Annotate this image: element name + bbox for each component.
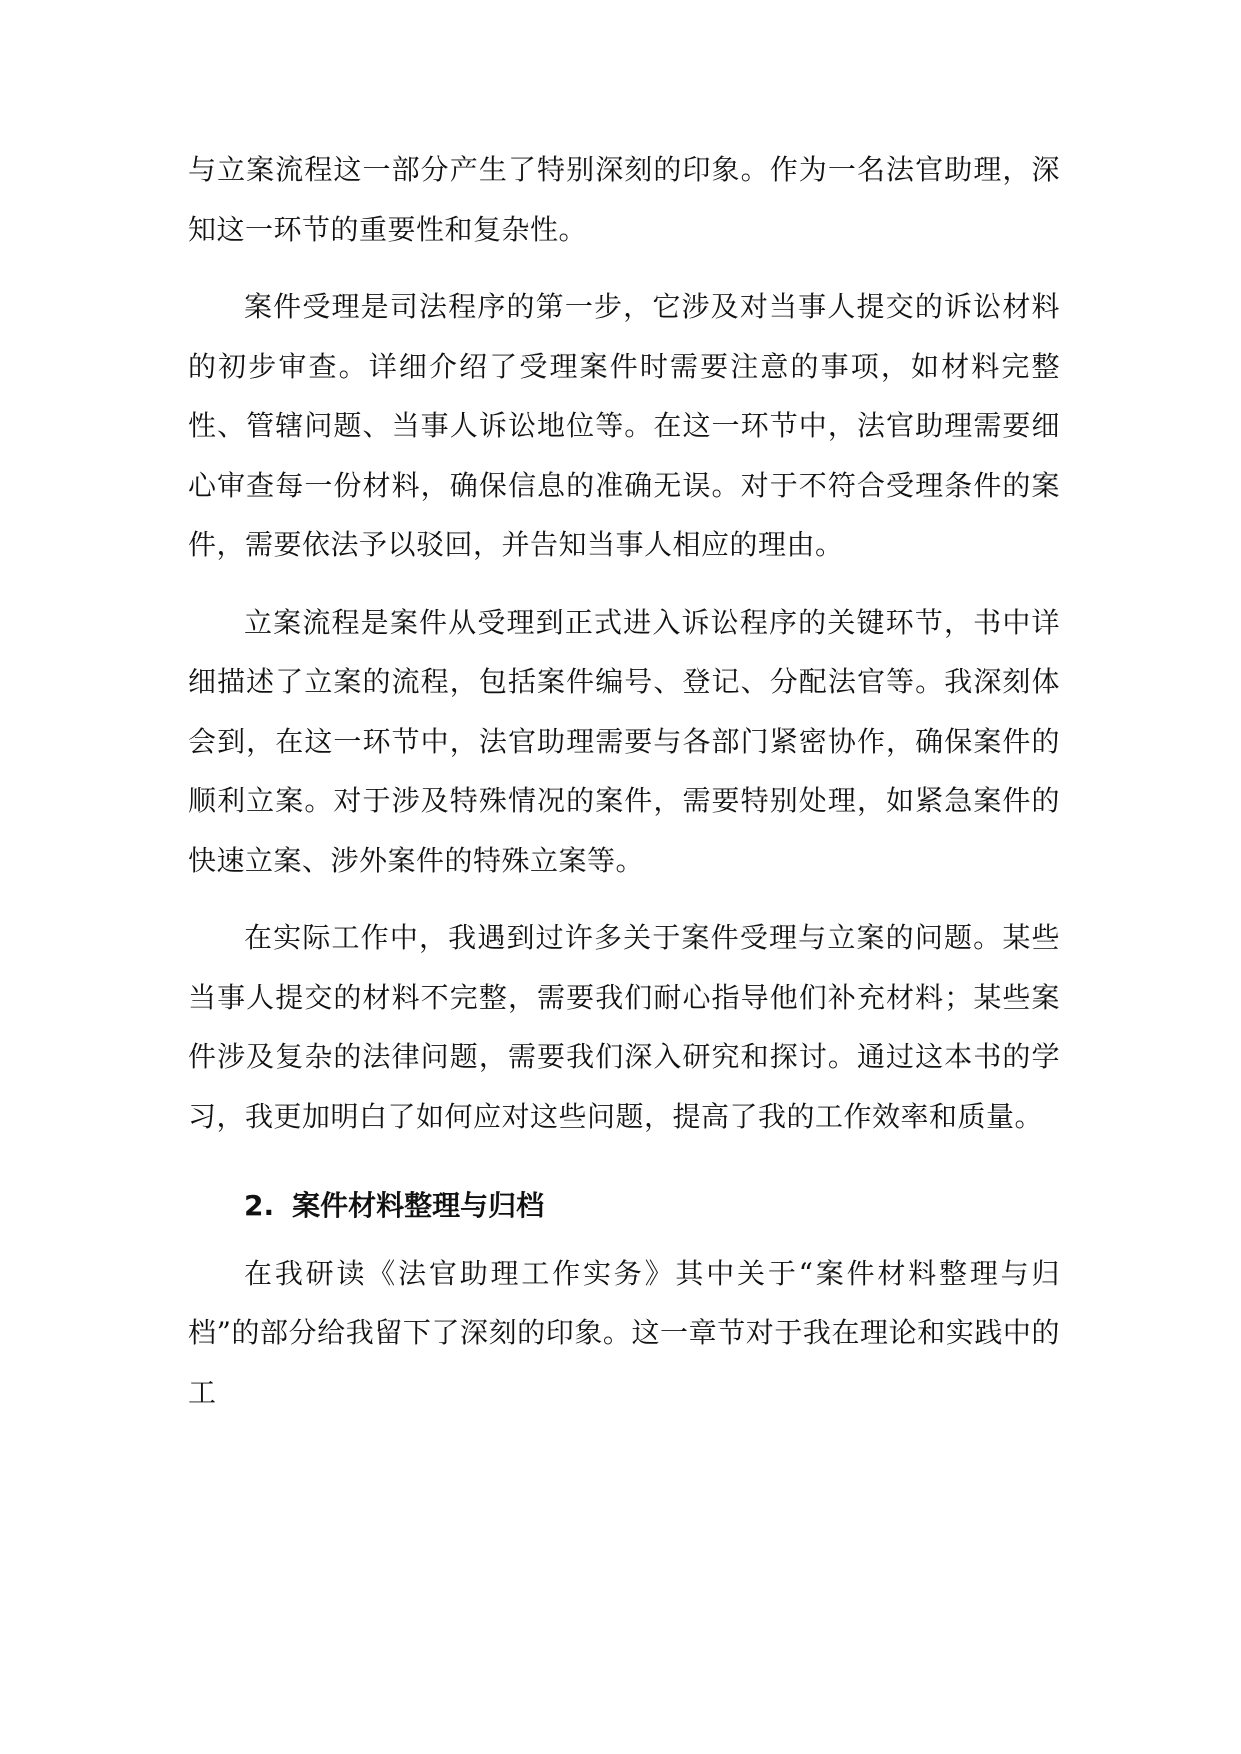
paragraph-continuation: 与立案流程这一部分产生了特别深刻的印象。作为一名法官助理，深知这一环节的重要性和复杂性。	[188, 153, 1060, 246]
paragraph-case-acceptance: 案件受理是司法程序的第一步，它涉及对当事人提交的诉讼材料的初步审查。详细介绍了受理案件时需要注意的事项，如材料完整性、管辖问题、当事人诉讼地位等。在这一环节中，法官助理需要细心审查每一份材料，确保信息的准确无误。对于不符合受理条件的案件，需要依法予以驳回，并告知当事人相应的理由。	[188, 290, 1060, 561]
section-title: 案件材料整理与归档	[292, 1189, 545, 1222]
section-number: 2.	[244, 1189, 275, 1222]
document-body	[188, 140, 1060, 1440]
section-heading	[188, 1176, 1060, 1236]
paragraph-practical-work: 在实际工作中，我遇到过许多关于案件受理与立案的问题。某些当事人提交的材料不完整，需要我们耐心指导他们补充材料；某些案件涉及复杂的法律问题，需要我们深入研究和探讨。通过这本书的学习，我更加明白了如何应对这些问题，提高了我的工作效率和质量。	[188, 921, 1060, 1133]
paragraph-archiving-intro: 在我研读《法官助理工作实务》其中关于“案件材料整理与归档”的部分给我留下了深刻的印象。这一章节对于我在理论和实践中的工	[188, 1256, 1060, 1409]
paragraph-filing-process: 立案流程是案件从受理到正式进入诉讼程序的关键环节，书中详细描述了立案的流程，包括案件编号、登记、分配法官等。我深刻体会到，在这一环节中，法官助理需要与各部门紧密协作，确保案件的顺利立案。对于涉及特殊情况的案件，需要特别处理，如紧急案件的快速立案、涉外案件的特殊立案等。	[188, 605, 1060, 877]
